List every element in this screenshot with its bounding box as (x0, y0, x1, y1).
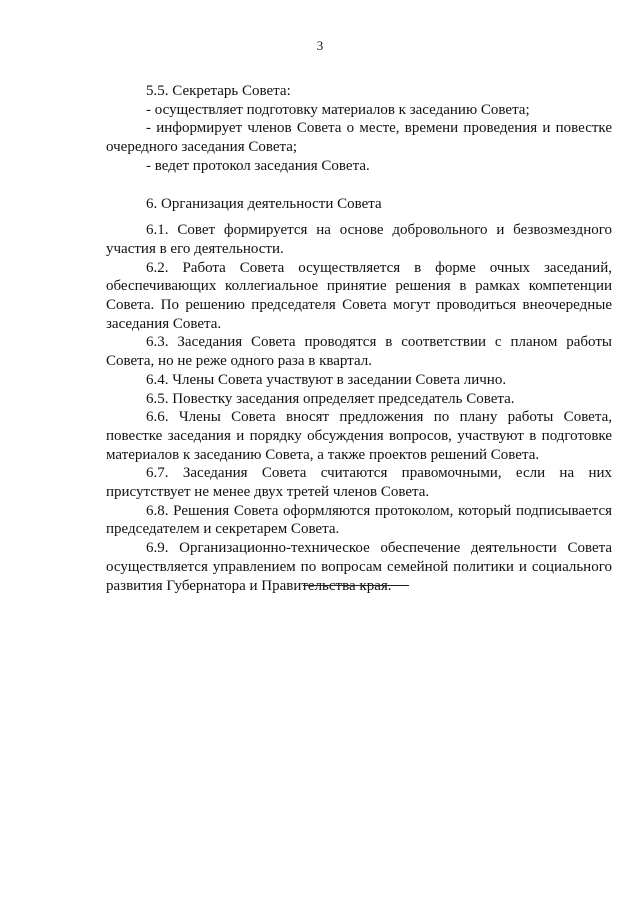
paragraph-6-1: 6.1. Совет формируется на основе добровольного и безвозмездного участия в его деятельности. (106, 222, 612, 257)
paragraph-6-9: 6.9. Организационно-техническое обеспечение деятельности Совета осуществляется управлением по вопросам семейной политики и социального развития Губернатора и Правительства края. (106, 540, 612, 594)
page-number: 3 (316, 38, 324, 53)
paragraph-6-5: 6.5. Повестку заседания определяет председатель Совета. (146, 390, 515, 407)
paragraph-6-8: 6.8. Решения Совета оформляются протоколом, который подписывается председателем и секретарем Совета. (106, 502, 612, 538)
section-5-5-heading: 5.5. Секретарь Совета: (146, 83, 291, 99)
paragraph-6-4: 6.4. Члены Совета участвуют в заседании Совета лично. (146, 371, 507, 388)
secretary-duty-item: - осуществляет подготовку материалов к заседанию Совета; (146, 101, 530, 118)
paragraph-6-3: 6.3. Заседания Совета проводятся в соответствии с планом работы Совета, но не реже одного раза в квартал. (106, 334, 612, 370)
paragraph-6-2: 6.2. Работа Совета осуществляется в форме очных заседаний, обеспечивающих коллегиальное принятие решения в рамках компетенции Совета. По решению председателя Совета могут проводиться внеочередные заседания Совета. (106, 259, 612, 332)
paragraph-6-6: 6.6. Члены Совета вносят предложения по плану работы Совета, повестке заседания и порядку обсуждения вопросов, участвуют в подготовке материалов к заседанию Совета, а также проектов решений Совета. (106, 409, 612, 463)
end-of-document-rule (303, 585, 409, 586)
heading-spacer (106, 213, 612, 221)
section-6-heading: 6. Организация деятельности Совета (146, 195, 382, 212)
paragraph-6-7: 6.7. Заседания Совета считаются правомочными, если на них присутствует не менее двух третей членов Совета. (106, 465, 612, 501)
section-spacer (106, 176, 612, 195)
document-body (106, 82, 612, 595)
secretary-duty-item: - информирует членов Совета о месте, времени проведения и повестке очередного заседания Совета; (106, 120, 612, 156)
secretary-duty-item: - ведет протокол заседания Совета. (146, 157, 370, 174)
